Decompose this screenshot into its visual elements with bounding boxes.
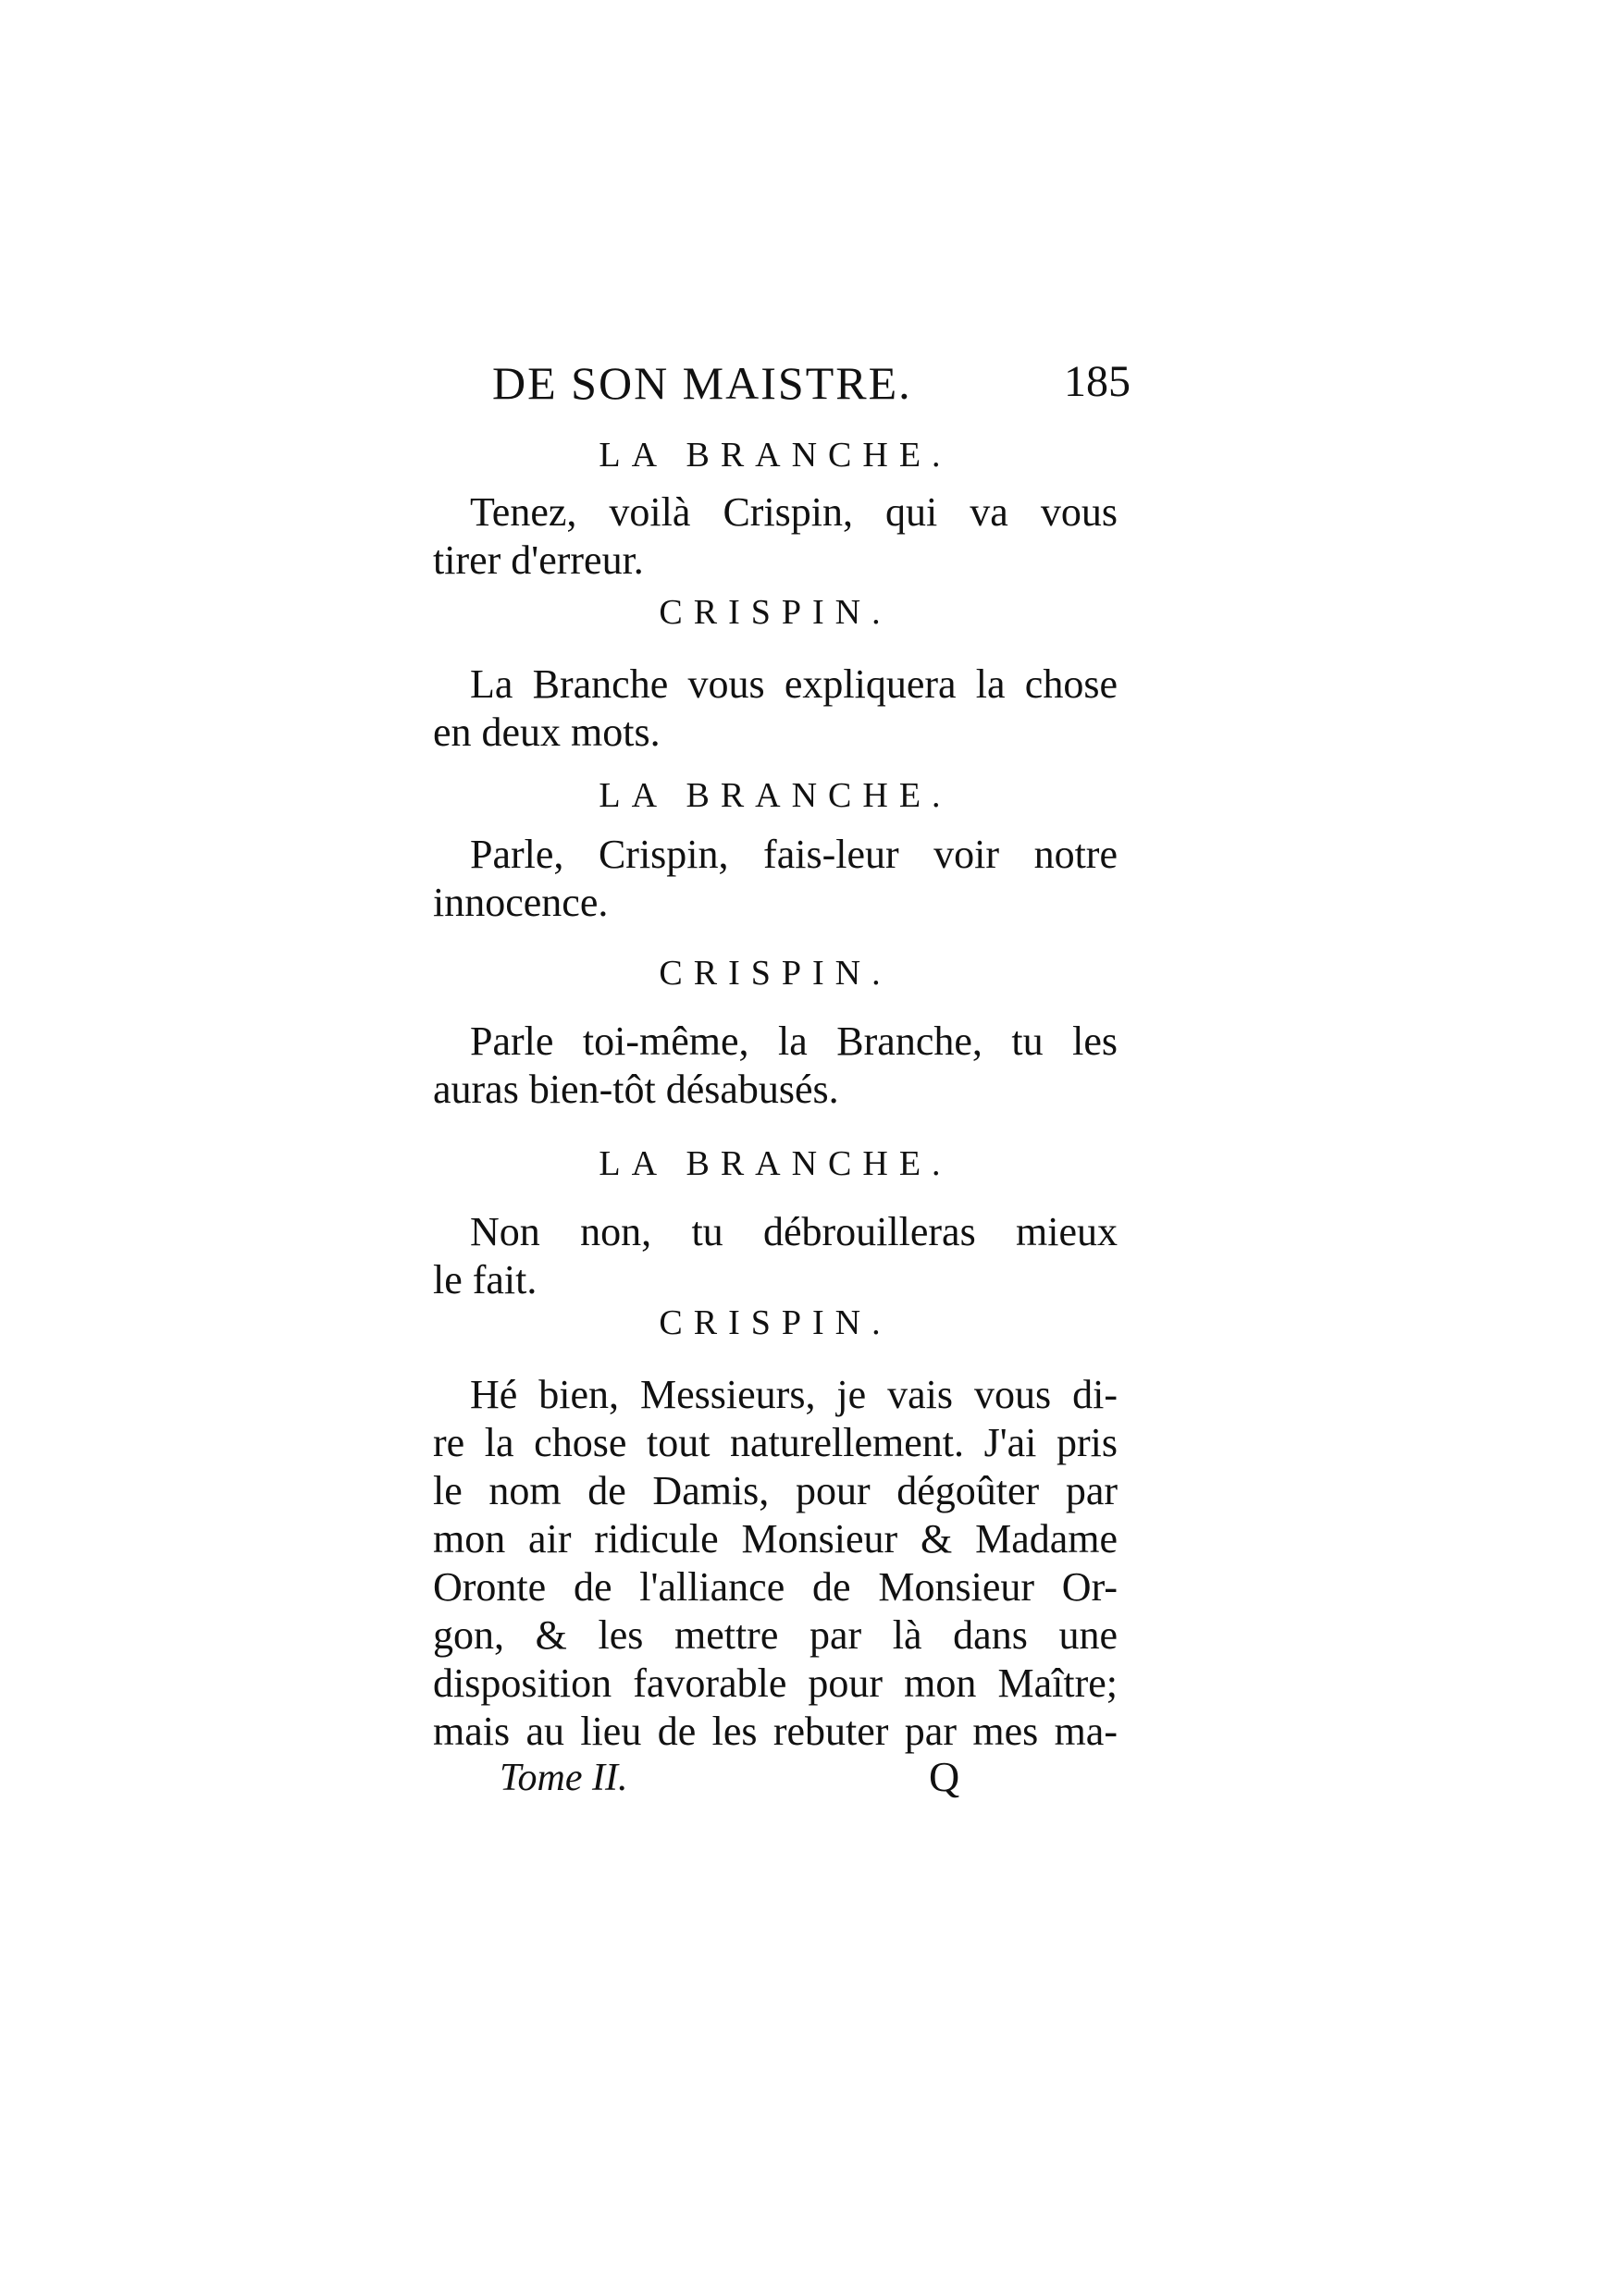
speaker-name: LA BRANCHE. [599,1144,952,1183]
dialogue-line: Oronte de l'alliance de Monsieur Or- [433,1564,1118,1610]
dialogue-line: La Branche vous expliquera la chose [470,661,1118,707]
dialogue-line: Parle, Crispin, fais-leur voir notre [470,832,1118,877]
speaker-name: LA BRANCHE. [599,436,952,475]
dialogue-line: gon, & les mettre par là dans une [433,1612,1118,1658]
page-header [492,356,1131,430]
speaker-name: CRISPIN. [659,954,892,993]
dialogue-line: le nom de Damis, pour dégoûter par [433,1468,1118,1513]
dialogue-line: auras bien-tôt désabusés. [433,1067,839,1112]
dialogue-line: Parle toi-même, la Branche, tu les [470,1018,1118,1064]
gathering-mark: Q [929,1753,960,1800]
dialogue-line: re la chose tout naturellement. J'ai pris [433,1420,1118,1465]
dialogue-line: mais au lieu de les rebuter par mes ma- [433,1709,1118,1754]
running-title: DE SON MAISTRE. [492,357,912,409]
speaker-name: LA BRANCHE. [599,776,952,815]
dialogue-line: Tenez, voilà Crispin, qui va vous [470,489,1118,535]
dialogue-line: Hé bien, Messieurs, je vais vous di- [470,1372,1118,1417]
dialogue-line: Non non, tu débrouilleras mieux [470,1209,1118,1254]
dialogue-line: tirer d'erreur. [433,537,644,583]
speaker-name: CRISPIN. [659,1303,892,1342]
page-number: 185 [1064,357,1131,406]
dialogue-line: en deux mots. [433,710,661,755]
dialogue-line: innocence. [433,880,609,925]
volume-signature: Tome II. [500,1757,628,1799]
dialogue-line: le fait. [433,1257,538,1302]
dialogue-line: disposition favorable pour mon Maître; [433,1660,1118,1706]
speaker-name: CRISPIN. [659,593,892,632]
dialogue-line: mon air ridicule Monsieur & Madame [433,1516,1118,1562]
